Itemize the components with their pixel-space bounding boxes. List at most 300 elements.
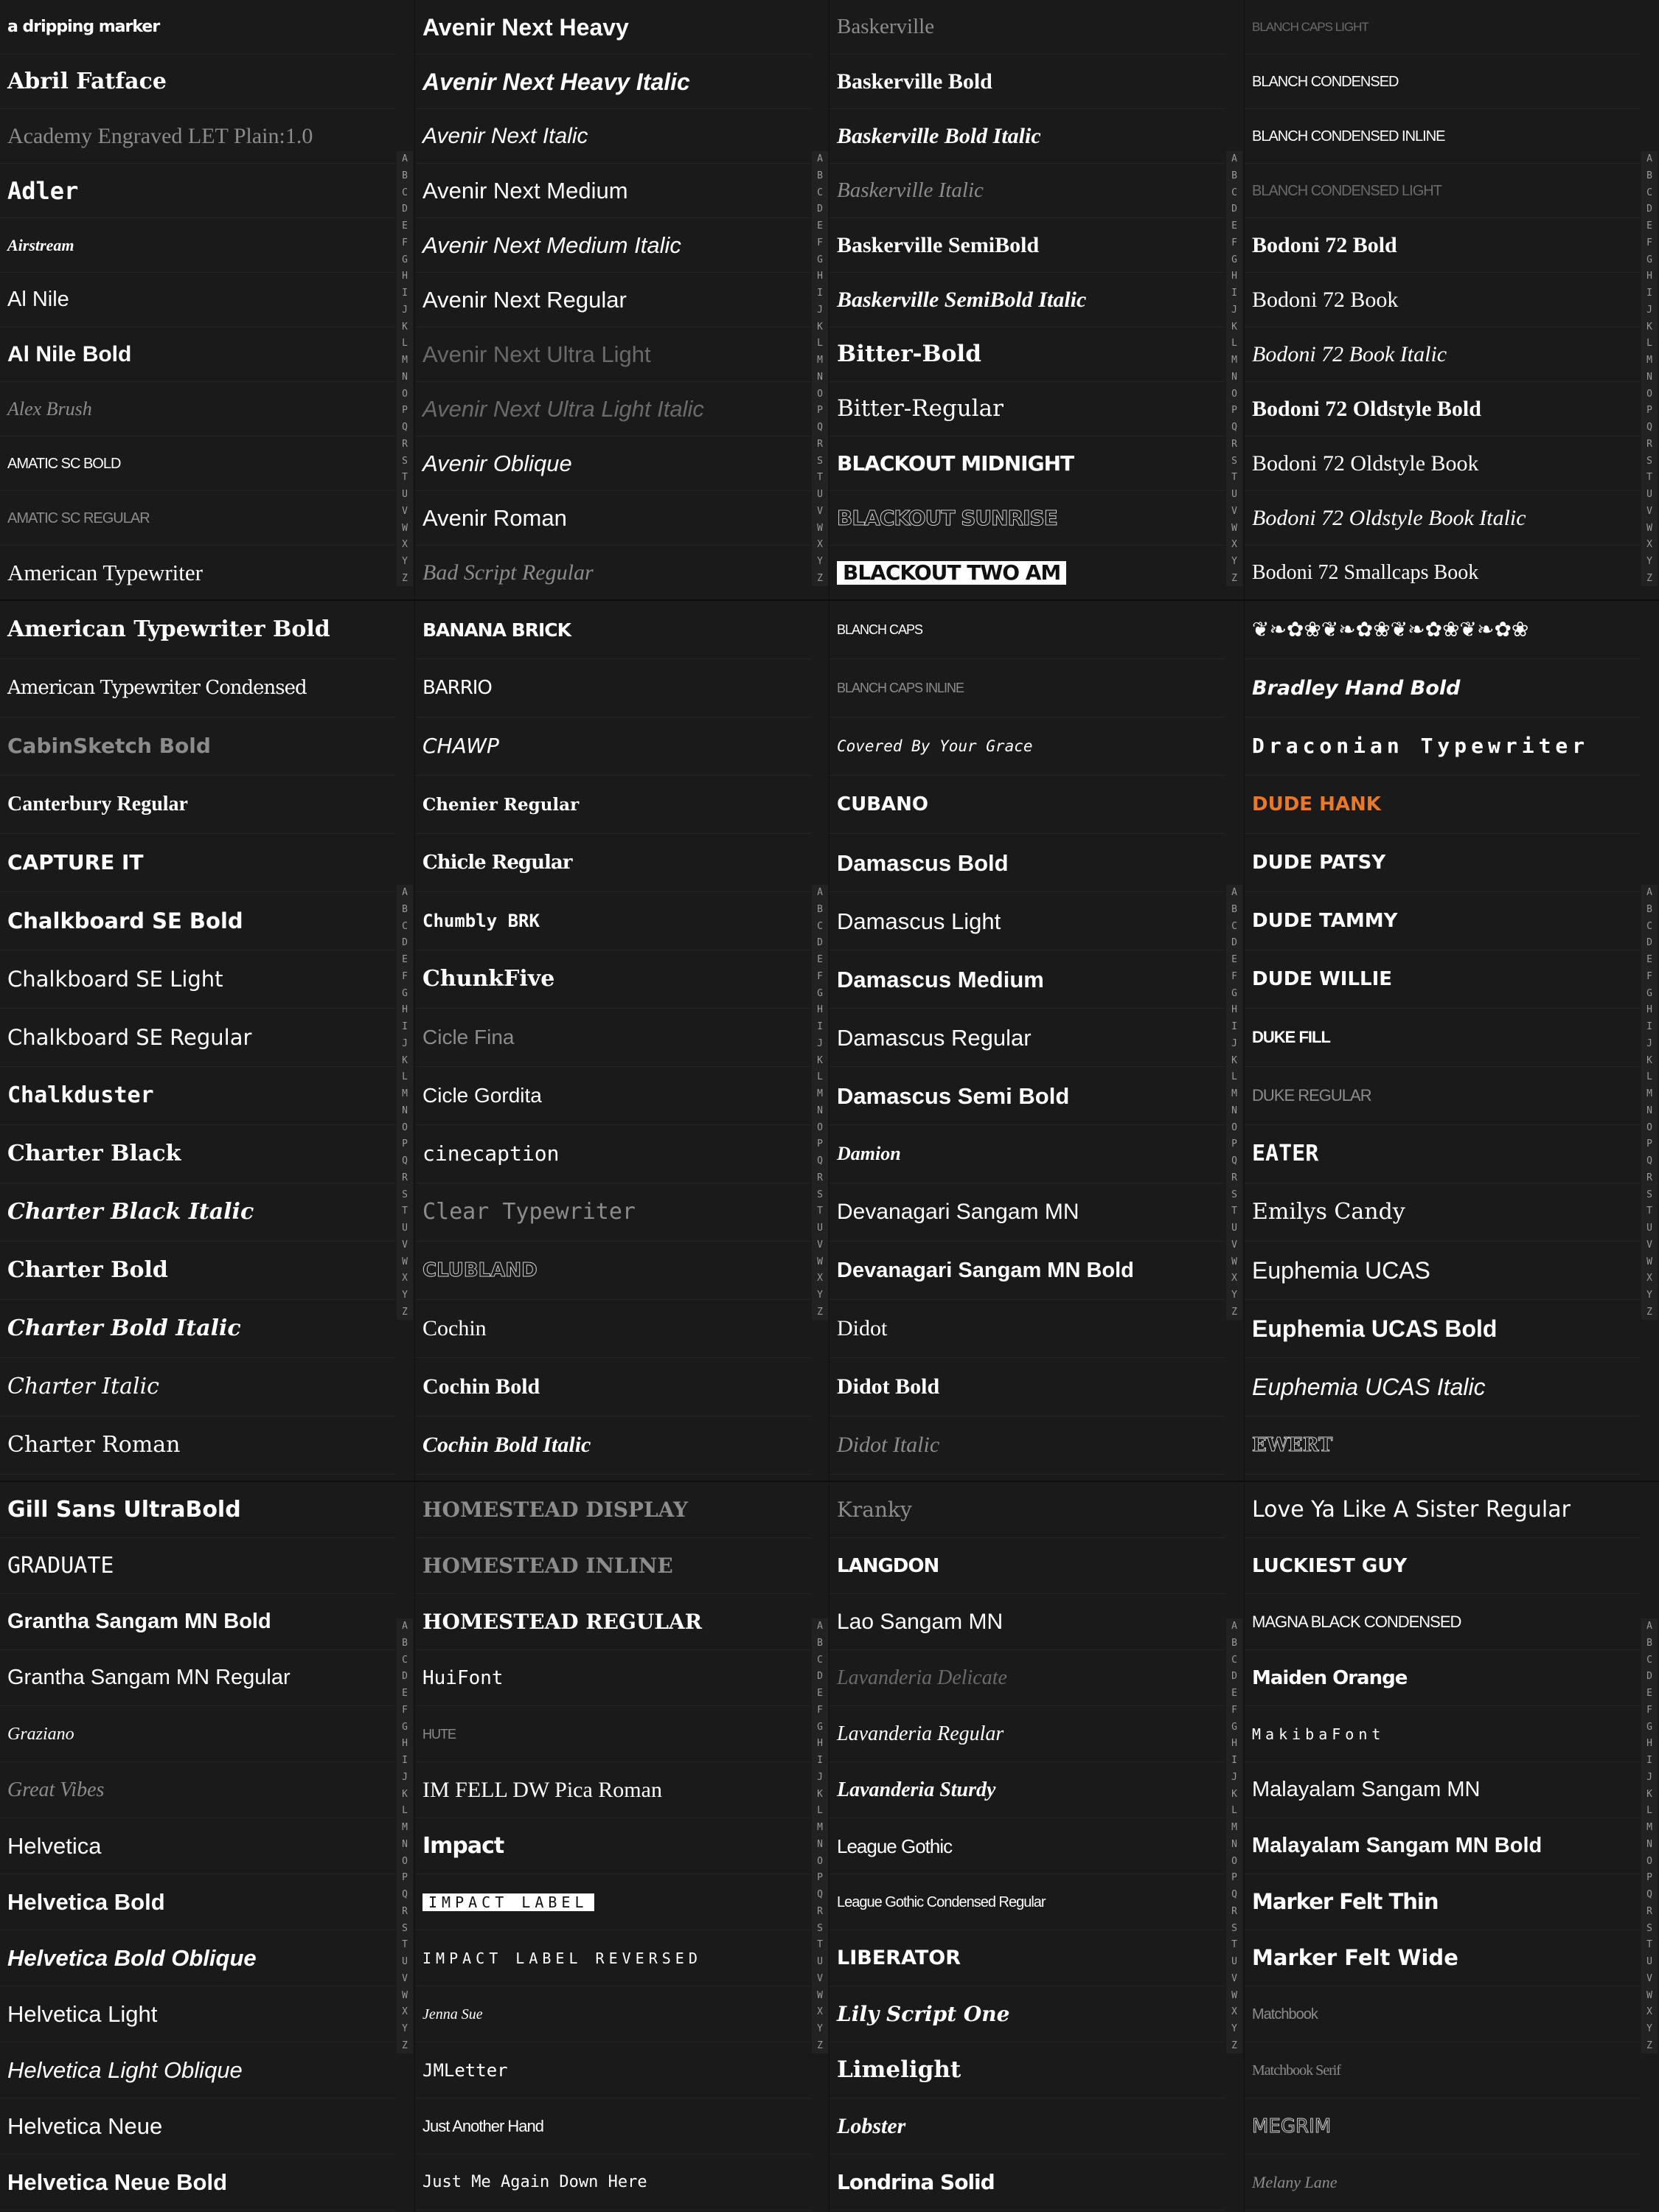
- font-row[interactable]: [830, 776, 1225, 834]
- index-letter[interactable]: O: [1231, 1121, 1237, 1133]
- index-letter[interactable]: C: [1646, 187, 1652, 198]
- index-letter[interactable]: P: [1646, 1872, 1652, 1884]
- index-letter[interactable]: L: [1231, 1805, 1237, 1817]
- index-letter[interactable]: I: [1646, 288, 1652, 299]
- index-letter[interactable]: I: [1231, 1755, 1237, 1766]
- font-row[interactable]: [1245, 1538, 1640, 1594]
- alphabet-index[interactable]: [397, 885, 413, 1320]
- font-row[interactable]: [830, 1125, 1225, 1183]
- index-letter[interactable]: E: [1231, 1688, 1237, 1699]
- index-letter[interactable]: K: [402, 1054, 408, 1066]
- index-letter[interactable]: T: [1231, 472, 1237, 484]
- index-letter[interactable]: I: [817, 288, 823, 299]
- font-row[interactable]: [415, 1874, 810, 1930]
- index-letter[interactable]: M: [1231, 1088, 1237, 1099]
- index-letter[interactable]: A: [402, 1621, 408, 1632]
- index-letter[interactable]: K: [1231, 1788, 1237, 1800]
- index-letter[interactable]: S: [1231, 455, 1237, 467]
- index-letter[interactable]: W: [817, 1256, 823, 1267]
- index-letter[interactable]: G: [1646, 254, 1652, 265]
- index-letter[interactable]: M: [817, 1822, 823, 1833]
- index-letter[interactable]: V: [1231, 1972, 1237, 1984]
- index-letter[interactable]: M: [1231, 1822, 1237, 1833]
- font-row[interactable]: [0, 0, 395, 55]
- index-letter[interactable]: X: [1231, 2006, 1237, 2018]
- alphabet-index[interactable]: [1226, 885, 1242, 1320]
- index-letter[interactable]: N: [1231, 371, 1237, 383]
- index-letter[interactable]: K: [402, 1788, 408, 1800]
- index-letter[interactable]: W: [1646, 1989, 1652, 2001]
- font-row[interactable]: [1245, 1762, 1640, 1818]
- index-letter[interactable]: K: [1646, 1788, 1652, 1800]
- font-row[interactable]: [0, 1874, 395, 1930]
- index-letter[interactable]: Q: [817, 1155, 823, 1166]
- font-row[interactable]: [0, 2154, 395, 2211]
- alphabet-index[interactable]: [1641, 885, 1658, 1320]
- index-letter[interactable]: O: [1231, 1855, 1237, 1867]
- index-letter[interactable]: H: [1231, 1004, 1237, 1016]
- index-letter[interactable]: C: [817, 920, 823, 932]
- index-letter[interactable]: M: [1646, 355, 1652, 366]
- index-letter[interactable]: R: [1646, 1905, 1652, 1917]
- font-row[interactable]: [830, 1242, 1225, 1300]
- index-letter[interactable]: G: [817, 254, 823, 265]
- font-row[interactable]: [830, 1183, 1225, 1242]
- font-row[interactable]: [415, 659, 810, 717]
- index-letter[interactable]: R: [1231, 1905, 1237, 1917]
- font-row[interactable]: [415, 1538, 810, 1594]
- index-letter[interactable]: Z: [402, 1306, 408, 1318]
- font-row[interactable]: [415, 1706, 810, 1762]
- font-row[interactable]: [830, 1358, 1225, 1416]
- font-row[interactable]: [1245, 55, 1640, 109]
- index-letter[interactable]: K: [1231, 1054, 1237, 1066]
- font-row[interactable]: [415, 1242, 810, 1300]
- index-letter[interactable]: R: [402, 1905, 408, 1917]
- font-row[interactable]: [830, 2042, 1225, 2098]
- index-letter[interactable]: K: [817, 1788, 823, 1800]
- font-row[interactable]: [1245, 1650, 1640, 1706]
- index-letter[interactable]: T: [1646, 1206, 1652, 1217]
- font-row[interactable]: [1245, 1183, 1640, 1242]
- alphabet-index[interactable]: [812, 151, 828, 586]
- index-letter[interactable]: Z: [1231, 2039, 1237, 2051]
- font-row[interactable]: [415, 218, 810, 273]
- font-row[interactable]: [1245, 1300, 1640, 1358]
- index-letter[interactable]: B: [1231, 170, 1237, 181]
- index-letter[interactable]: R: [817, 1172, 823, 1183]
- index-letter[interactable]: G: [402, 254, 408, 265]
- font-row[interactable]: [830, 1416, 1225, 1475]
- font-row[interactable]: [1245, 717, 1640, 776]
- font-row[interactable]: [830, 1818, 1225, 1874]
- index-letter[interactable]: S: [1646, 455, 1652, 467]
- index-letter[interactable]: C: [1646, 1654, 1652, 1666]
- index-letter[interactable]: D: [402, 937, 408, 949]
- index-letter[interactable]: T: [402, 1206, 408, 1217]
- index-letter[interactable]: D: [1646, 204, 1652, 215]
- index-letter[interactable]: A: [1231, 887, 1237, 898]
- font-row[interactable]: [1245, 1706, 1640, 1762]
- index-letter[interactable]: P: [1231, 405, 1237, 417]
- alphabet-index[interactable]: [1226, 1618, 1242, 2053]
- index-letter[interactable]: C: [1646, 920, 1652, 932]
- index-letter[interactable]: A: [1646, 1621, 1652, 1632]
- index-letter[interactable]: S: [1646, 1922, 1652, 1934]
- font-row[interactable]: [1245, 218, 1640, 273]
- index-letter[interactable]: X: [402, 2006, 408, 2018]
- index-letter[interactable]: X: [817, 1273, 823, 1284]
- index-letter[interactable]: Y: [402, 2023, 408, 2034]
- font-row[interactable]: [415, 834, 810, 892]
- index-letter[interactable]: S: [817, 455, 823, 467]
- index-letter[interactable]: Z: [817, 572, 823, 584]
- index-letter[interactable]: L: [1646, 338, 1652, 349]
- index-letter[interactable]: S: [1646, 1189, 1652, 1200]
- font-row[interactable]: [830, 273, 1225, 327]
- font-row[interactable]: [830, 601, 1225, 659]
- font-row[interactable]: [830, 55, 1225, 109]
- font-row[interactable]: [830, 218, 1225, 273]
- font-row[interactable]: [415, 1762, 810, 1818]
- font-row[interactable]: [1245, 1067, 1640, 1125]
- index-letter[interactable]: G: [1231, 987, 1237, 999]
- index-letter[interactable]: A: [1646, 153, 1652, 164]
- font-row[interactable]: [1245, 273, 1640, 327]
- index-letter[interactable]: O: [817, 388, 823, 400]
- index-letter[interactable]: H: [817, 1004, 823, 1016]
- index-letter[interactable]: D: [1231, 937, 1237, 949]
- font-row[interactable]: [0, 218, 395, 273]
- index-letter[interactable]: P: [402, 405, 408, 417]
- font-row[interactable]: [0, 1986, 395, 2042]
- index-letter[interactable]: Q: [817, 1889, 823, 1900]
- index-letter[interactable]: V: [817, 1972, 823, 1984]
- font-row[interactable]: [415, 546, 810, 600]
- index-letter[interactable]: M: [1646, 1822, 1652, 1833]
- font-row[interactable]: [830, 437, 1225, 491]
- index-letter[interactable]: D: [1231, 1671, 1237, 1683]
- font-row[interactable]: [415, 1986, 810, 2042]
- index-letter[interactable]: N: [1231, 1105, 1237, 1116]
- index-letter[interactable]: Q: [1231, 1155, 1237, 1166]
- font-row[interactable]: [415, 273, 810, 327]
- index-letter[interactable]: A: [1231, 1621, 1237, 1632]
- index-letter[interactable]: M: [817, 355, 823, 366]
- index-letter[interactable]: Q: [402, 1155, 408, 1166]
- index-letter[interactable]: P: [817, 405, 823, 417]
- index-letter[interactable]: N: [1646, 1838, 1652, 1850]
- index-letter[interactable]: J: [1231, 304, 1237, 316]
- font-row[interactable]: [0, 1125, 395, 1183]
- index-letter[interactable]: F: [402, 970, 408, 982]
- index-letter[interactable]: C: [1231, 920, 1237, 932]
- index-letter[interactable]: H: [1231, 1738, 1237, 1750]
- index-letter[interactable]: J: [402, 304, 408, 316]
- index-letter[interactable]: E: [402, 954, 408, 965]
- index-letter[interactable]: N: [817, 1105, 823, 1116]
- font-row[interactable]: [1245, 2042, 1640, 2098]
- index-letter[interactable]: U: [1646, 1222, 1652, 1234]
- index-letter[interactable]: S: [402, 455, 408, 467]
- index-letter[interactable]: P: [1646, 1138, 1652, 1150]
- font-row[interactable]: [415, 1067, 810, 1125]
- font-row[interactable]: [830, 2098, 1225, 2154]
- index-letter[interactable]: T: [402, 1939, 408, 1951]
- index-letter[interactable]: W: [402, 1256, 408, 1267]
- font-row[interactable]: [1245, 950, 1640, 1009]
- font-row[interactable]: [1245, 1358, 1640, 1416]
- index-letter[interactable]: Q: [1646, 1889, 1652, 1900]
- index-letter[interactable]: E: [1231, 954, 1237, 965]
- index-letter[interactable]: X: [1231, 1273, 1237, 1284]
- alphabet-index[interactable]: [1641, 151, 1658, 586]
- font-row[interactable]: [415, 950, 810, 1009]
- index-letter[interactable]: K: [1231, 321, 1237, 333]
- font-row[interactable]: [415, 1650, 810, 1706]
- index-letter[interactable]: V: [817, 505, 823, 517]
- index-letter[interactable]: F: [817, 237, 823, 248]
- index-letter[interactable]: Y: [402, 556, 408, 567]
- font-row[interactable]: [830, 1874, 1225, 1930]
- index-letter[interactable]: J: [817, 304, 823, 316]
- index-letter[interactable]: T: [817, 1939, 823, 1951]
- font-row[interactable]: [0, 1009, 395, 1067]
- font-row[interactable]: [830, 1482, 1225, 1538]
- font-row[interactable]: [415, 776, 810, 834]
- index-letter[interactable]: C: [817, 187, 823, 198]
- index-letter[interactable]: G: [1646, 987, 1652, 999]
- index-letter[interactable]: U: [817, 489, 823, 500]
- font-row[interactable]: [0, 546, 395, 600]
- index-letter[interactable]: V: [817, 1239, 823, 1251]
- index-letter[interactable]: P: [817, 1138, 823, 1150]
- index-letter[interactable]: L: [817, 1071, 823, 1083]
- font-row[interactable]: [0, 1358, 395, 1416]
- index-letter[interactable]: S: [1231, 1922, 1237, 1934]
- index-letter[interactable]: D: [1231, 204, 1237, 215]
- font-row[interactable]: [0, 437, 395, 491]
- index-letter[interactable]: A: [1646, 887, 1652, 898]
- font-row[interactable]: [0, 1416, 395, 1475]
- font-row[interactable]: [415, 1358, 810, 1416]
- index-letter[interactable]: Z: [817, 1306, 823, 1318]
- index-letter[interactable]: H: [817, 271, 823, 282]
- index-letter[interactable]: Q: [1231, 1889, 1237, 1900]
- index-letter[interactable]: T: [817, 472, 823, 484]
- font-row[interactable]: [830, 382, 1225, 437]
- font-row[interactable]: [0, 834, 395, 892]
- alphabet-index[interactable]: [1641, 1618, 1658, 2053]
- index-letter[interactable]: A: [1231, 153, 1237, 164]
- index-letter[interactable]: B: [817, 170, 823, 181]
- font-row[interactable]: [830, 1762, 1225, 1818]
- alphabet-index[interactable]: [812, 1618, 828, 2053]
- index-letter[interactable]: C: [402, 187, 408, 198]
- index-letter[interactable]: B: [402, 903, 408, 915]
- index-letter[interactable]: Y: [817, 2023, 823, 2034]
- index-letter[interactable]: Z: [402, 572, 408, 584]
- index-letter[interactable]: U: [402, 1222, 408, 1234]
- font-row[interactable]: [415, 491, 810, 546]
- index-letter[interactable]: Z: [817, 2039, 823, 2051]
- index-letter[interactable]: K: [402, 321, 408, 333]
- font-row[interactable]: [1245, 1594, 1640, 1650]
- index-letter[interactable]: Y: [1646, 1290, 1652, 1301]
- font-row[interactable]: [0, 327, 395, 382]
- index-letter[interactable]: Q: [1231, 422, 1237, 433]
- index-letter[interactable]: H: [1646, 271, 1652, 282]
- index-letter[interactable]: D: [817, 204, 823, 215]
- index-letter[interactable]: V: [1231, 1239, 1237, 1251]
- index-letter[interactable]: B: [402, 170, 408, 181]
- index-letter[interactable]: D: [817, 937, 823, 949]
- font-row[interactable]: [0, 1762, 395, 1818]
- index-letter[interactable]: J: [1646, 1037, 1652, 1049]
- index-letter[interactable]: E: [817, 1688, 823, 1699]
- font-row[interactable]: [1245, 776, 1640, 834]
- index-letter[interactable]: L: [402, 1805, 408, 1817]
- index-letter[interactable]: F: [817, 1704, 823, 1716]
- font-row[interactable]: [830, 1009, 1225, 1067]
- index-letter[interactable]: O: [1646, 1855, 1652, 1867]
- index-letter[interactable]: J: [1646, 304, 1652, 316]
- index-letter[interactable]: O: [1231, 388, 1237, 400]
- font-row[interactable]: [830, 1706, 1225, 1762]
- font-row[interactable]: [0, 1183, 395, 1242]
- index-letter[interactable]: V: [402, 1972, 408, 1984]
- font-row[interactable]: [1245, 2154, 1640, 2211]
- index-letter[interactable]: S: [402, 1189, 408, 1200]
- font-row[interactable]: [415, 437, 810, 491]
- index-letter[interactable]: B: [1646, 1637, 1652, 1649]
- index-letter[interactable]: T: [402, 472, 408, 484]
- font-row[interactable]: [1245, 327, 1640, 382]
- index-letter[interactable]: P: [1646, 405, 1652, 417]
- font-row[interactable]: [415, 1482, 810, 1538]
- index-letter[interactable]: T: [817, 1206, 823, 1217]
- index-letter[interactable]: I: [1231, 1021, 1237, 1032]
- index-letter[interactable]: C: [1231, 187, 1237, 198]
- index-letter[interactable]: O: [1646, 388, 1652, 400]
- index-letter[interactable]: Z: [1231, 1306, 1237, 1318]
- index-letter[interactable]: L: [817, 1805, 823, 1817]
- index-letter[interactable]: J: [1231, 1771, 1237, 1783]
- index-letter[interactable]: Y: [1231, 1290, 1237, 1301]
- index-letter[interactable]: F: [402, 1704, 408, 1716]
- font-row[interactable]: [415, 1009, 810, 1067]
- font-row[interactable]: [1245, 0, 1640, 55]
- font-row[interactable]: [0, 1930, 395, 1986]
- index-letter[interactable]: I: [1646, 1755, 1652, 1766]
- font-row[interactable]: [830, 1986, 1225, 2042]
- index-letter[interactable]: O: [402, 1855, 408, 1867]
- index-letter[interactable]: A: [817, 887, 823, 898]
- index-letter[interactable]: B: [817, 903, 823, 915]
- index-letter[interactable]: R: [1646, 438, 1652, 450]
- index-letter[interactable]: X: [1646, 1273, 1652, 1284]
- font-row[interactable]: [830, 1300, 1225, 1358]
- font-row[interactable]: [830, 1594, 1225, 1650]
- index-letter[interactable]: E: [1646, 220, 1652, 232]
- font-row[interactable]: [830, 164, 1225, 218]
- index-letter[interactable]: X: [402, 539, 408, 551]
- index-letter[interactable]: C: [1231, 1654, 1237, 1666]
- index-letter[interactable]: X: [817, 2006, 823, 2018]
- font-row[interactable]: [830, 1650, 1225, 1706]
- index-letter[interactable]: R: [1646, 1172, 1652, 1183]
- index-letter[interactable]: A: [817, 1621, 823, 1632]
- index-letter[interactable]: G: [1231, 1721, 1237, 1733]
- font-row[interactable]: [415, 1183, 810, 1242]
- font-row[interactable]: [1245, 546, 1640, 600]
- font-row[interactable]: [1245, 1930, 1640, 1986]
- index-letter[interactable]: J: [1646, 1771, 1652, 1783]
- index-letter[interactable]: P: [402, 1872, 408, 1884]
- index-letter[interactable]: A: [402, 887, 408, 898]
- index-letter[interactable]: J: [817, 1037, 823, 1049]
- index-letter[interactable]: L: [1646, 1071, 1652, 1083]
- index-letter[interactable]: W: [1231, 1989, 1237, 2001]
- index-letter[interactable]: V: [1646, 1239, 1652, 1251]
- index-letter[interactable]: X: [817, 539, 823, 551]
- index-letter[interactable]: R: [817, 1905, 823, 1917]
- index-letter[interactable]: Y: [1231, 556, 1237, 567]
- index-letter[interactable]: N: [1231, 1838, 1237, 1850]
- index-letter[interactable]: Q: [402, 1889, 408, 1900]
- index-letter[interactable]: M: [1646, 1088, 1652, 1099]
- index-letter[interactable]: W: [402, 522, 408, 534]
- font-row[interactable]: [830, 659, 1225, 717]
- index-letter[interactable]: Y: [1646, 2023, 1652, 2034]
- index-letter[interactable]: V: [1646, 1972, 1652, 1984]
- index-letter[interactable]: N: [817, 1838, 823, 1850]
- index-letter[interactable]: V: [402, 505, 408, 517]
- font-row[interactable]: [1245, 109, 1640, 164]
- index-letter[interactable]: G: [817, 987, 823, 999]
- alphabet-index[interactable]: [1226, 151, 1242, 586]
- index-letter[interactable]: G: [1646, 1721, 1652, 1733]
- index-letter[interactable]: Y: [1646, 556, 1652, 567]
- index-letter[interactable]: H: [1646, 1004, 1652, 1016]
- index-letter[interactable]: L: [817, 338, 823, 349]
- font-row[interactable]: [830, 491, 1225, 546]
- index-letter[interactable]: J: [402, 1771, 408, 1783]
- index-letter[interactable]: F: [1231, 970, 1237, 982]
- font-row[interactable]: [0, 1706, 395, 1762]
- index-letter[interactable]: F: [1231, 237, 1237, 248]
- font-row[interactable]: [0, 273, 395, 327]
- index-letter[interactable]: I: [402, 1755, 408, 1766]
- index-letter[interactable]: I: [1231, 288, 1237, 299]
- font-row[interactable]: [830, 109, 1225, 164]
- font-row[interactable]: [830, 892, 1225, 950]
- index-letter[interactable]: W: [1231, 522, 1237, 534]
- font-row[interactable]: [0, 1650, 395, 1706]
- font-row[interactable]: [0, 2042, 395, 2098]
- font-row[interactable]: [830, 546, 1225, 600]
- font-row[interactable]: [415, 327, 810, 382]
- index-letter[interactable]: S: [817, 1189, 823, 1200]
- index-letter[interactable]: S: [817, 1922, 823, 1934]
- index-letter[interactable]: B: [817, 1637, 823, 1649]
- font-row[interactable]: [0, 1594, 395, 1650]
- index-letter[interactable]: L: [1231, 338, 1237, 349]
- index-letter[interactable]: R: [817, 438, 823, 450]
- index-letter[interactable]: D: [402, 204, 408, 215]
- font-row[interactable]: [0, 55, 395, 109]
- index-letter[interactable]: N: [1646, 371, 1652, 383]
